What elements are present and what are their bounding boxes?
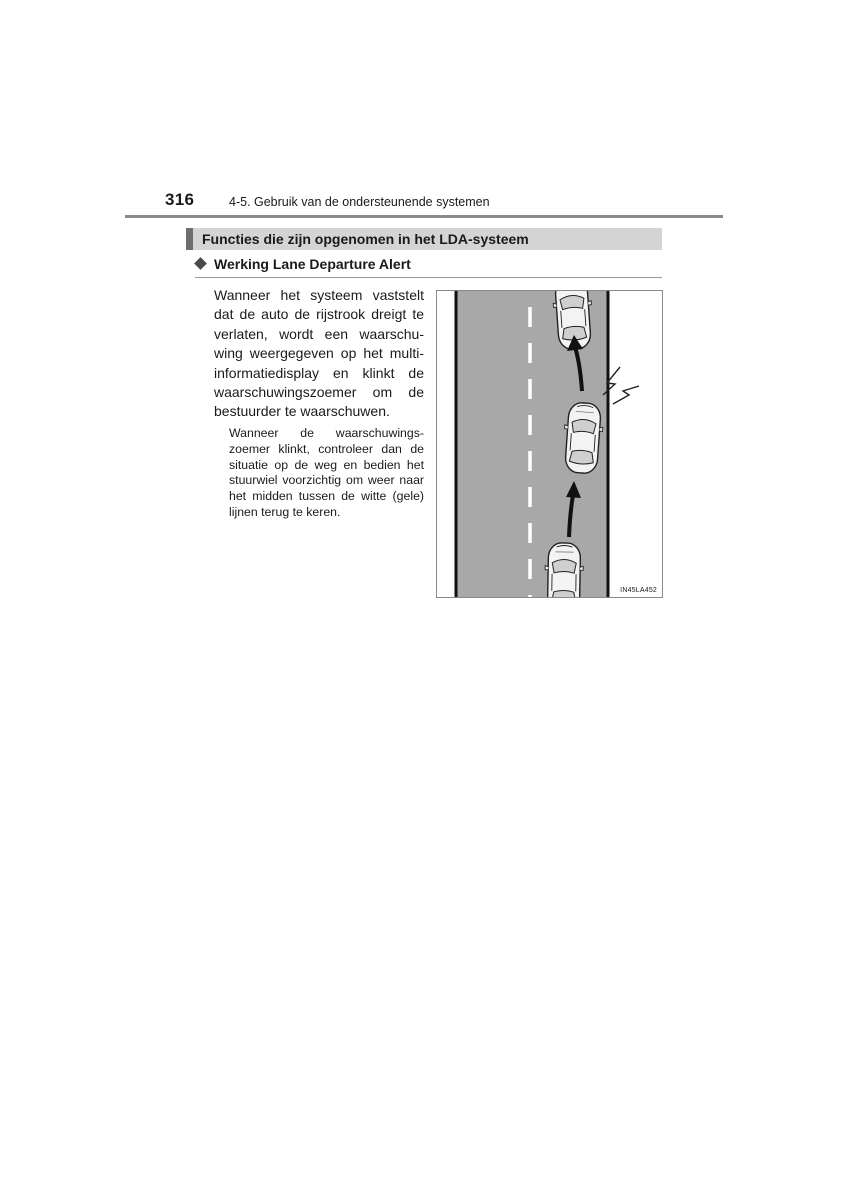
section-title: Functies die zijn opgenomen in het LDA-systeem [202, 231, 529, 247]
header-rule [125, 215, 723, 218]
sub-heading-title: Werking Lane Departure Alert [214, 256, 411, 272]
main-paragraph: Wanneer het systeem vaststelt dat de auto de rijstrook dreigt te verlaten, wordt een waarschuwing weergegeven op het multiinformatiedisplay en klinkt de waarschuwingszoemer om de bestuurder te waarschuwen. [214, 287, 424, 420]
diamond-bullet-icon [194, 257, 207, 270]
sub-heading [195, 256, 662, 278]
lane-departure-illustration [437, 291, 663, 598]
chapter-title: 4-5. Gebruik van de ondersteunende systemen [229, 195, 490, 209]
section-header [186, 228, 662, 250]
figure-code: IN45LA452 [620, 587, 657, 594]
page-number: 316 [165, 190, 195, 209]
note-paragraph: Wanneer de waarschuwingszoemer klinkt, controleer dan de situatie op de weg en bedien het stuurwiel voorzichtig om weer naar het midden tussen de witte (gele) lijnen terug te keren. [229, 426, 424, 519]
illustration-frame [436, 290, 663, 598]
car-icon [544, 543, 583, 598]
warning-buzzer-icon [613, 386, 639, 404]
